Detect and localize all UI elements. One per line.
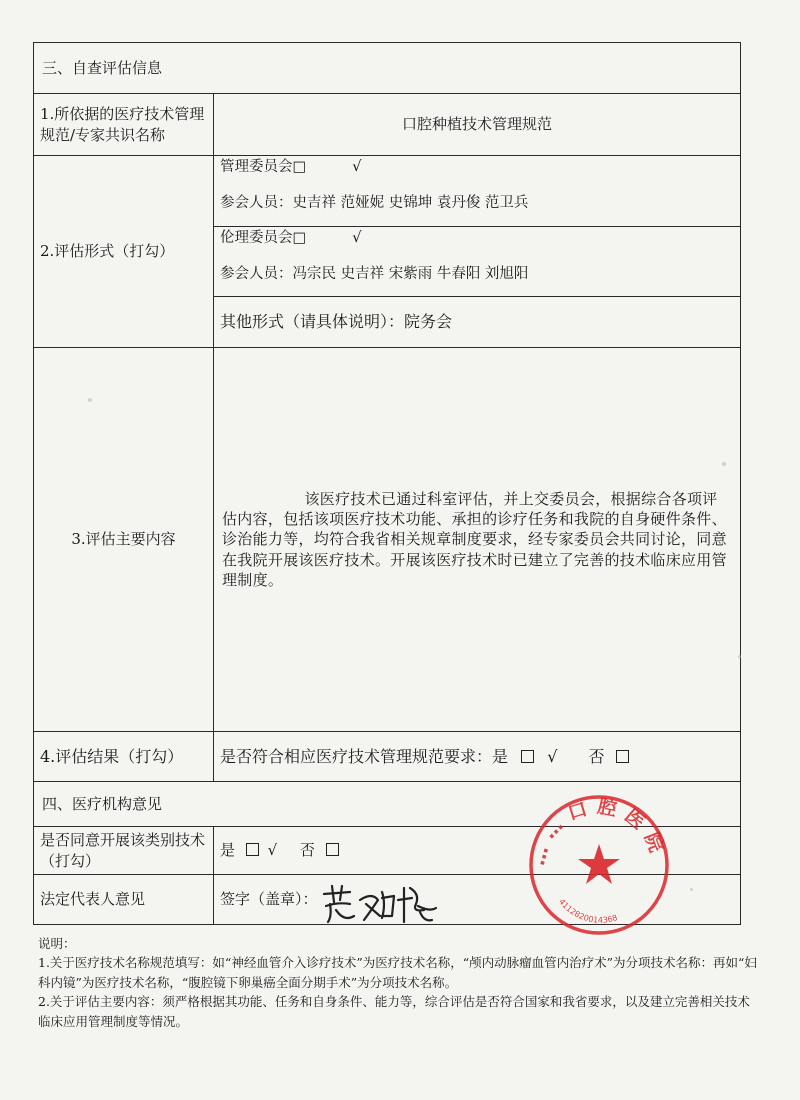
- result-no-label: 否: [588, 746, 605, 766]
- section3-title: 三、自查评估信息: [34, 43, 741, 94]
- ethics-committee-line: [220, 227, 734, 249]
- scan-speck: [690, 888, 693, 891]
- section3-header-row: [34, 43, 741, 94]
- scan-speck: [738, 655, 741, 658]
- other-form: 其他形式（请具体说明）：院务会: [220, 312, 453, 331]
- legal-rep-label: 法定代表人意见: [34, 875, 214, 925]
- scan-speck: [88, 398, 92, 402]
- red-seal-stamp: [524, 790, 674, 940]
- assessment-result-label: 4.评估结果（打勾）: [34, 732, 214, 782]
- assessment-form-row: [34, 156, 741, 348]
- result-no-checkbox[interactable]: [616, 750, 629, 763]
- handwritten-signature: [320, 882, 440, 926]
- management-committee-block: [214, 156, 740, 227]
- agree-yes-check-mark: √: [267, 841, 278, 860]
- note-item-2: 2.关于评估主要内容：须严格根据其功能、任务和自身条件、能力等，综合评估是否符合国家和我省要求，以及建立完善相关技术临床应用管理制度等情况。: [38, 994, 750, 1029]
- signature-label: 签字（盖章）：: [220, 890, 318, 909]
- regulation-label: 1.所依据的医疗技术管理规范/专家共识名称: [34, 94, 214, 156]
- assessment-content-row: [34, 348, 741, 732]
- svg-text:……口腔医院: ……口腔医院: [526, 795, 671, 868]
- assessment-result-cell: [214, 732, 741, 782]
- agree-yes-checkbox[interactable]: [246, 843, 259, 856]
- regulation-value: 口腔种植技术管理规范: [214, 94, 741, 156]
- notes-section: [38, 934, 758, 1031]
- section4-title: 四、医疗机构意见: [34, 782, 741, 827]
- management-check-mark: √: [352, 159, 362, 175]
- assessment-content-label: 3.评估主要内容: [34, 348, 214, 732]
- result-yes-check-mark: √: [547, 746, 558, 766]
- assessment-content-cell: [214, 348, 741, 732]
- ethics-committee-block: [214, 227, 740, 297]
- management-committee-line: [220, 156, 734, 178]
- agree-label: 是否同意开展该类别技术（打勾）: [34, 827, 214, 875]
- assessment-result-question: 是否符合相应医疗技术管理规范要求：是: [220, 746, 509, 766]
- assessment-form-label: 2.评估形式（打勾）: [34, 156, 214, 348]
- management-committee-title: 管理委员会□: [220, 159, 307, 175]
- ethics-members: 参会人员：冯宗民 史吉祥 宋紫雨 牛春阳 刘旭阳: [220, 265, 529, 282]
- management-members: 参会人员：史吉祥 范娅妮 史锦坤 袁丹俊 范卫兵: [220, 194, 529, 211]
- ethics-check-mark: √: [352, 230, 362, 246]
- agree-yes-label: 是: [220, 841, 236, 860]
- notes-title: 说明：: [38, 936, 76, 951]
- regulation-row: [34, 94, 741, 156]
- ethics-committee-title: 伦理委员会□: [220, 230, 307, 246]
- assessment-form-options: [214, 156, 741, 348]
- agree-no-label: 否: [299, 841, 315, 860]
- scan-speck: [722, 462, 726, 466]
- svg-text:4112820014368: 4112820014368: [557, 897, 619, 925]
- note-item-1: 1.关于医疗技术名称规范填写：如“神经血管介入诊疗技术”为医疗技术名称，“颅内动脉瘤血管内治疗术”为分项技术名称：再如“妇科内镜”为医疗技术名称，“腹腔镜下卵巢癌全面分期手术”为分项技术名称。: [38, 955, 757, 990]
- assessment-content-text: 该医疗技术已通过科室评估，并上交委员会，根据综合各项评估内容，包括该项医疗技术功能、承担的诊疗任务和我院的自身硬件条件、诊治能力等，均符合我省相关规章制度要求，经专家委员会共同讨论，同意在我院开展该医疗技术。开展该医疗技术时已建立了完善的技术临床应用管理制度。: [222, 489, 727, 589]
- agree-no-checkbox[interactable]: [326, 843, 339, 856]
- result-yes-checkbox[interactable]: [521, 750, 534, 763]
- assessment-result-row: [34, 732, 741, 782]
